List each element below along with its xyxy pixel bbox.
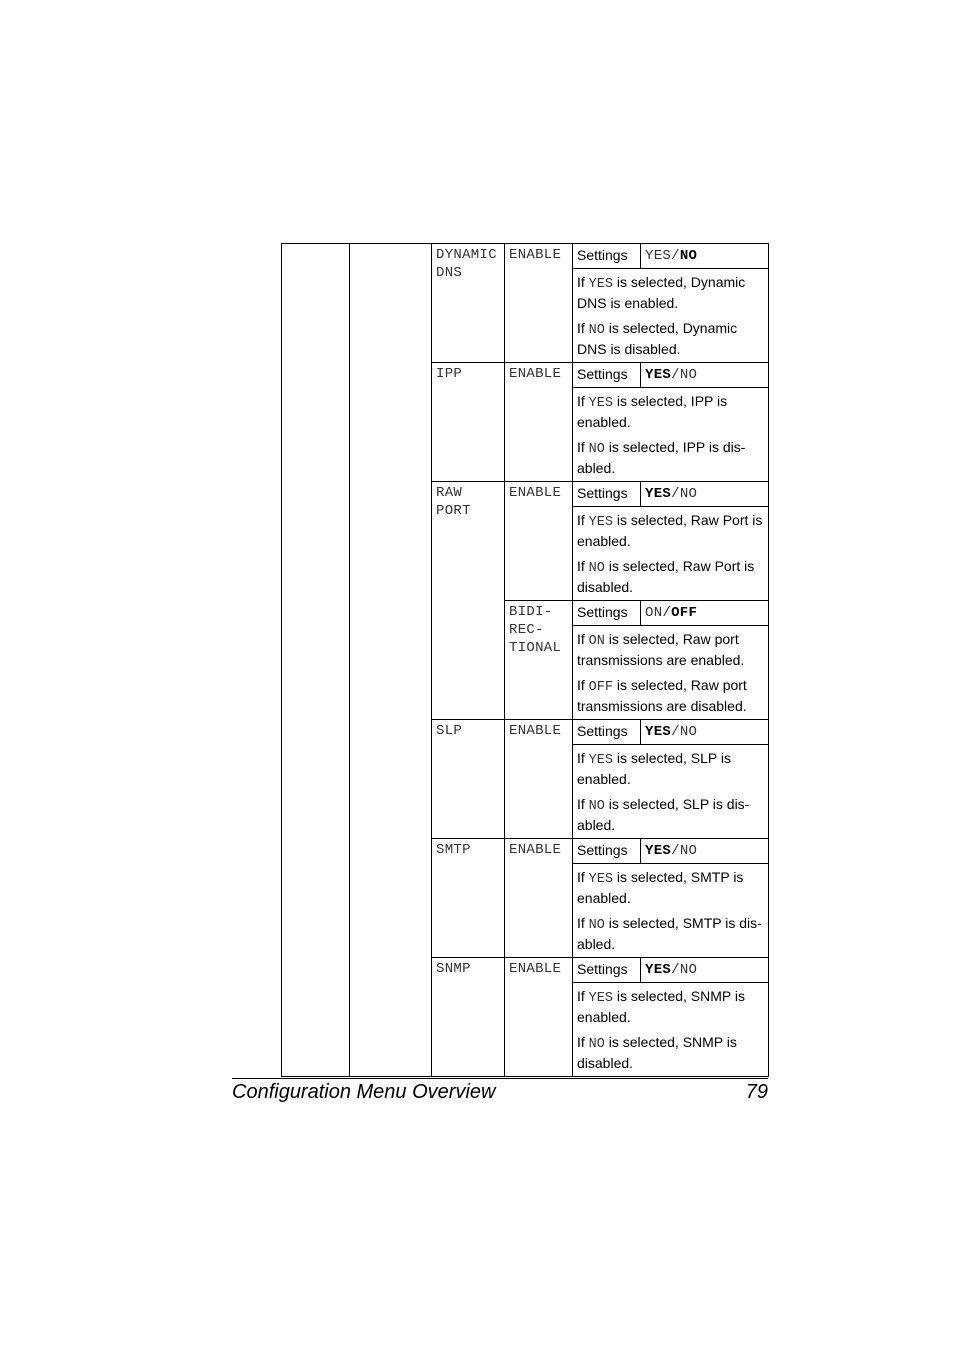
settings-options xyxy=(641,363,769,388)
description-paragraph xyxy=(577,630,764,669)
option-value: YES xyxy=(645,962,672,978)
option-code: YES xyxy=(588,277,613,292)
option-separator: / xyxy=(671,962,680,978)
description-paragraph xyxy=(577,557,764,596)
description-paragraph xyxy=(577,914,764,953)
menu-smtp: SMTP xyxy=(432,839,505,958)
description-text: is selected, Raw Port is disabled. xyxy=(577,558,755,595)
description-text: If xyxy=(577,274,589,290)
settings-options xyxy=(641,482,769,507)
description-text: If xyxy=(577,677,589,693)
description-text: is selected, Dynamic DNS is disabled. xyxy=(577,320,738,357)
option-value: NO xyxy=(679,367,698,383)
option-value: YES xyxy=(645,486,672,502)
option-code: YES xyxy=(588,872,613,887)
option-value: YES xyxy=(645,724,672,740)
option-code: YES xyxy=(588,515,613,530)
menu-ipp: IPP xyxy=(432,363,505,482)
page-number: 79 xyxy=(745,1081,768,1103)
option-value: YES xyxy=(645,248,672,264)
option-value: NO xyxy=(679,843,698,859)
description xyxy=(573,507,769,601)
option-code: YES xyxy=(588,396,613,411)
description-text: If xyxy=(577,796,589,812)
configuration-menu-table xyxy=(281,243,769,1077)
level1-column xyxy=(282,244,350,1077)
description-text: is selected, IPP is enabled. xyxy=(577,393,728,430)
submenu-enable: ENABLE xyxy=(505,363,573,482)
description-text: is selected, SLP is enabled. xyxy=(577,750,732,787)
description-text: If xyxy=(577,393,589,409)
option-value: NO xyxy=(679,486,698,502)
menu-snmp: SNMP xyxy=(432,958,505,1077)
description-text: is selected, SMTP is enabled. xyxy=(577,869,744,906)
settings-label: Settings xyxy=(573,482,641,507)
option-value: ON xyxy=(645,605,663,621)
submenu-enable: ENABLE xyxy=(505,720,573,839)
description-paragraph xyxy=(577,749,764,788)
menu-dynamic-dns: DYNAMIC DNS xyxy=(432,244,505,363)
description xyxy=(573,626,769,720)
description-paragraph xyxy=(577,795,764,834)
settings-options xyxy=(641,958,769,983)
option-code: NO xyxy=(588,799,605,814)
description xyxy=(573,864,769,958)
description-paragraph xyxy=(577,438,764,477)
submenu-enable: ENABLE xyxy=(505,958,573,1077)
settings-label: Settings xyxy=(573,244,641,269)
description-text: If xyxy=(577,558,589,574)
footer-rule xyxy=(232,1078,768,1079)
menu-slp: SLP xyxy=(432,720,505,839)
description-paragraph xyxy=(577,676,764,715)
option-code: OFF xyxy=(588,680,613,695)
option-value: NO xyxy=(679,248,698,264)
settings-options xyxy=(641,720,769,745)
description xyxy=(573,745,769,839)
settings-label: Settings xyxy=(573,363,641,388)
description-text: If xyxy=(577,915,589,931)
description-text: If xyxy=(577,320,589,336)
submenu-enable: ENABLE xyxy=(505,482,573,601)
description-text: If xyxy=(577,631,589,647)
description-text: If xyxy=(577,439,589,455)
settings-label: Settings xyxy=(573,958,641,983)
option-code: NO xyxy=(588,442,605,457)
description-text: If xyxy=(577,988,589,1004)
description-paragraph xyxy=(577,1033,764,1072)
option-value: OFF xyxy=(671,605,698,621)
option-separator: / xyxy=(671,486,680,502)
description-paragraph xyxy=(577,319,764,358)
option-separator: / xyxy=(671,367,680,383)
option-code: NO xyxy=(588,561,605,576)
description-paragraph xyxy=(577,273,764,312)
description-text: If xyxy=(577,750,589,766)
description-text: If xyxy=(577,512,589,528)
description-text: is selected, SLP is dis-abled. xyxy=(577,796,750,833)
description xyxy=(573,388,769,482)
description-paragraph xyxy=(577,511,764,550)
description-text: If xyxy=(577,869,589,885)
option-code: ON xyxy=(588,634,605,649)
description-paragraph xyxy=(577,987,764,1026)
option-value: NO xyxy=(679,724,698,740)
submenu-bidirectional: BIDI- REC- TIONAL xyxy=(505,601,573,720)
menu-raw-port: RAW PORT xyxy=(432,482,505,720)
footer-title: Configuration Menu Overview xyxy=(232,1081,496,1103)
option-separator: / xyxy=(671,248,680,264)
option-separator: / xyxy=(671,724,680,740)
option-separator: / xyxy=(671,843,680,859)
option-code: NO xyxy=(588,918,605,933)
submenu-enable: ENABLE xyxy=(505,839,573,958)
option-value: YES xyxy=(645,367,672,383)
description-text: is selected, Raw Port is enabled. xyxy=(577,512,763,549)
description-paragraph xyxy=(577,868,764,907)
description-text: is selected, SNMP is enabled. xyxy=(577,988,745,1025)
option-code: YES xyxy=(588,991,613,1006)
option-separator: / xyxy=(662,605,672,621)
description-text: is selected, Raw port transmissions are enabled. xyxy=(577,631,745,668)
settings-options xyxy=(641,244,769,269)
description-text: is selected, SNMP is disabled. xyxy=(577,1034,737,1071)
description-text: is selected, Raw port transmissions are disabled. xyxy=(577,677,747,714)
description xyxy=(573,269,769,363)
level2-column xyxy=(350,244,432,1077)
settings-options xyxy=(641,601,769,626)
description-text: is selected, IPP is dis-abled. xyxy=(577,439,746,476)
settings-label: Settings xyxy=(573,601,641,626)
description-text: is selected, SMTP is dis-abled. xyxy=(577,915,762,952)
description xyxy=(573,983,769,1077)
option-code: NO xyxy=(588,1037,605,1052)
description-paragraph xyxy=(577,392,764,431)
settings-label: Settings xyxy=(573,720,641,745)
settings-options xyxy=(641,839,769,864)
option-value: NO xyxy=(679,962,698,978)
option-value: YES xyxy=(645,843,672,859)
option-code: NO xyxy=(588,323,605,338)
description-text: If xyxy=(577,1034,589,1050)
description-text: is selected, Dynamic DNS is enabled. xyxy=(577,274,746,311)
settings-label: Settings xyxy=(573,839,641,864)
submenu-enable: ENABLE xyxy=(505,244,573,363)
option-code: YES xyxy=(588,753,613,768)
